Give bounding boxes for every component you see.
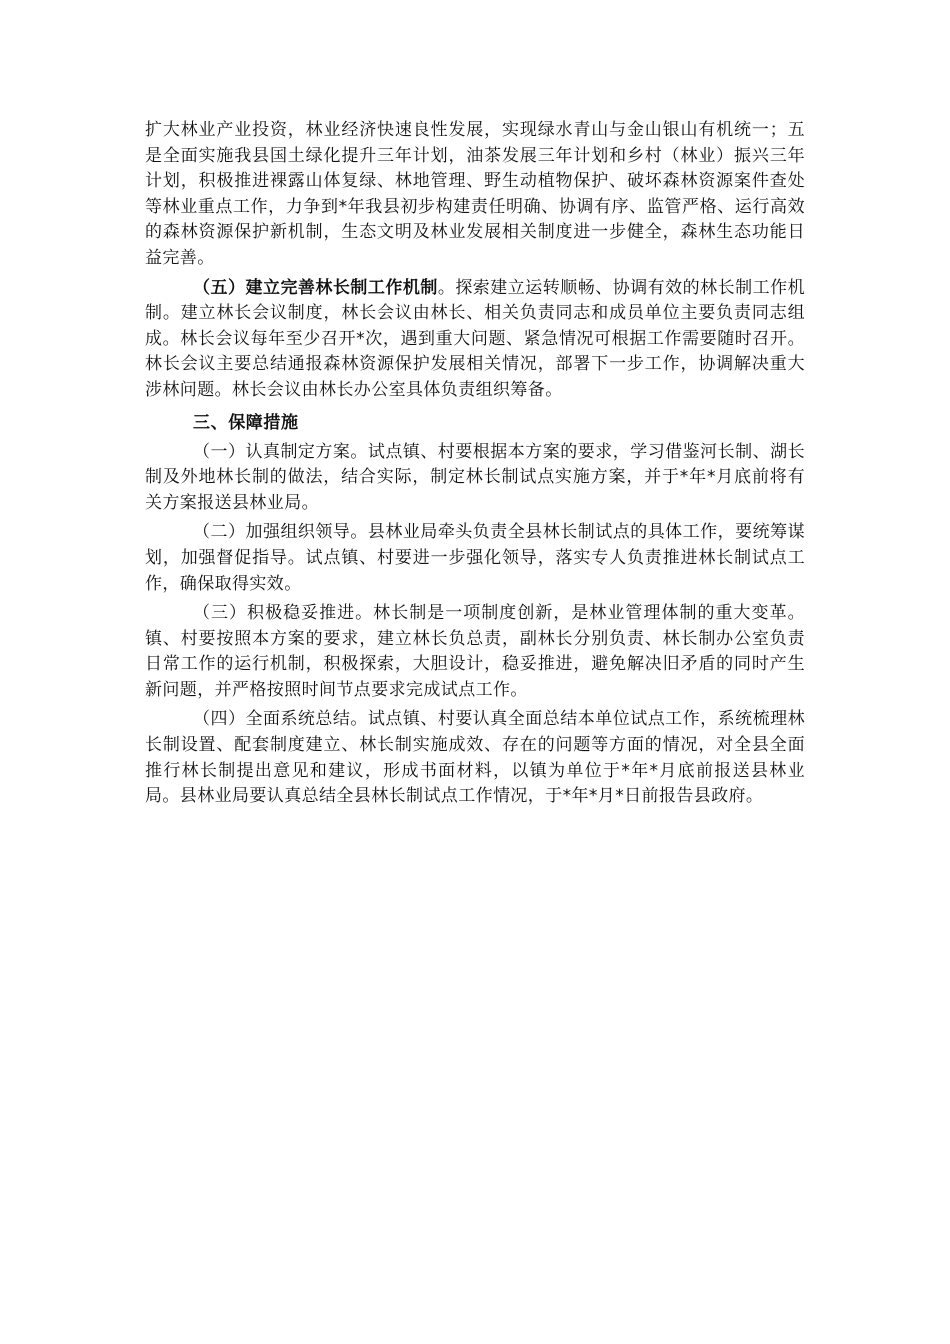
document-page xyxy=(145,118,805,810)
measure-1-paragraph: （一）认真制定方案。试点镇、村要根据本方案的要求，学习借鉴河长制、湖长制及外地林长制的做法，结合实际，制定林长制试点实施方案，并于*年*月底前将有关方案报送县林业局。 xyxy=(145,441,805,513)
measure-3-paragraph: （三）积极稳妥推进。林长制是一项制度创新，是林业管理体制的重大变革。镇、村要按照本方案的要求，建立林长负总责，副林长分别负责、林长制办公室负责日常工作的运行机制，积极探索，大胆设计，稳妥推进，避免解决旧矛盾的同时产生新问题，并严格按照时间节点要求完成试点工作。 xyxy=(145,603,805,700)
item-5-heading: （五）建立完善林长制工作机制 xyxy=(193,277,438,298)
paragraph-continuation: 扩大林业产业投资，林业经济快速良性发展，实现绿水青山与金山银山有机统一；五是全面实施我县国土绿化提升三年计划，油茶发展三年计划和乡村（林业）振兴三年计划，积极推进裸露山体复绿、林地管理、野生动植物保护、破坏森林资源案件查处等林业重点工作，力争到*年我县初步构建责任明确、协调有序、监管严格、运行高效的森林资源保护新机制，生态文明及林业发展相关制度进一步健全，森林生态功能日益完善。 xyxy=(145,120,805,268)
measure-4-paragraph: （四）全面系统总结。试点镇、村要认真全面总结本单位试点工作，系统梳理林长制设置、配套制度建立、林长制实施成效、存在的问题等方面的情况，对全县全面推行林长制提出意见和建议，形成书面材料，以镇为单位于*年*月底前报送县林业局。县林业局要认真总结全县林长制试点工作情况，于*年*月*日前报告县政府。 xyxy=(145,709,805,807)
section-3-heading: 三、保障措施 xyxy=(193,412,299,433)
paragraph-item-5 xyxy=(145,276,805,404)
item-5-body: 。探索建立运转顺畅、协调有效的林长制工作机制。建立林长会议制度，林长会议由林长、相关负责同志和成员单位主要负责同志组成。林长会议每年至少召开*次，遇到重大问题、紧急情况可根据工作需要随时召开。林长会议主要总结通报森林资源保护发展相关情况，部署下一步工作，协调解决重大涉林问题。林长会议由林长办公室具体负责组织筹备。 xyxy=(145,277,805,400)
measure-2-paragraph: （二）加强组织领导。县林业局牵头负责全县林长制试点的具体工作，要统筹谋划，加强督促指导。试点镇、村要进一步强化领导，落实专人负责推进林长制试点工作，确保取得实效。 xyxy=(145,522,805,594)
